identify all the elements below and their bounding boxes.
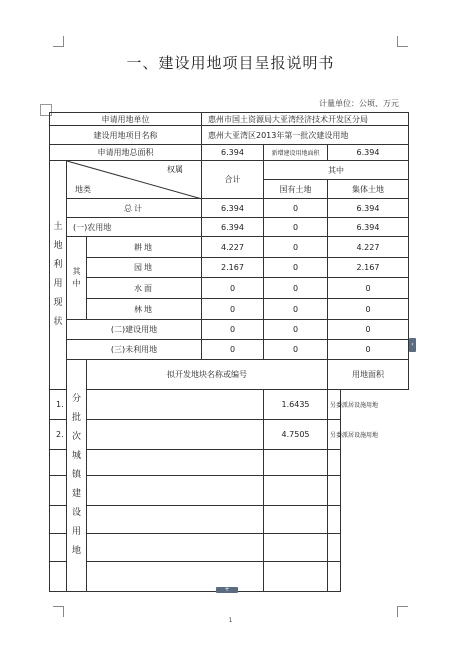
batch-row — [50, 534, 409, 562]
table-row — [50, 320, 409, 340]
batch-header-area: 用地面积 — [328, 360, 409, 390]
row-collective[interactable]: 0 — [328, 320, 409, 340]
batch-area[interactable] — [264, 476, 328, 506]
row-collective[interactable]: 0 — [328, 299, 409, 320]
table-row — [50, 218, 409, 237]
applicant-row — [50, 113, 409, 126]
total-area-label: 申请用地总面积 — [50, 145, 202, 161]
header-row-1 — [50, 161, 409, 180]
batch-name[interactable]: 2. — [50, 420, 264, 450]
col-among-header: 其中 — [264, 161, 409, 180]
batch-use[interactable]: 另委派居设施用地 — [328, 420, 341, 450]
page-number: 1 — [228, 617, 233, 624]
crop-mark-bottom-right — [397, 606, 408, 617]
crop-mark-top-left — [53, 36, 64, 47]
row-total[interactable]: 6.394 — [202, 218, 264, 237]
diag-ownership-label: 权属 — [167, 165, 183, 174]
document-title: 一、建设用地项目呈报说明书 — [126, 54, 335, 72]
area-row — [50, 145, 409, 161]
unit-label: 计量单位：公顷、万元 — [319, 99, 399, 108]
row-name: 总计 — [67, 199, 202, 218]
side-collapse-tab-icon[interactable]: ‹ — [409, 338, 416, 352]
batch-row — [50, 450, 409, 476]
applicant-value[interactable]: 惠州市国土资源局大亚湾经济技术开发区分局 — [202, 113, 409, 126]
row-state[interactable]: 0 — [264, 278, 328, 299]
row-name: 林地 — [87, 299, 202, 320]
row-name: (一)农用地 — [67, 218, 202, 237]
land-application-table — [49, 112, 409, 592]
batch-name[interactable] — [50, 450, 264, 476]
applicant-label: 申请用地单位 — [50, 113, 202, 126]
row-total[interactable]: 0 — [202, 320, 264, 340]
crop-mark-bottom-left — [53, 606, 64, 617]
table-row — [50, 237, 409, 258]
batch-area[interactable] — [264, 506, 328, 534]
row-collective[interactable]: 2.167 — [328, 258, 409, 278]
batch-header-name: 拟开发地块名称或编号 — [87, 360, 328, 390]
batch-row — [50, 476, 409, 506]
batch-name[interactable] — [50, 506, 264, 534]
row-name: 耕地 — [87, 237, 202, 258]
batch-area[interactable] — [264, 450, 328, 476]
row-collective[interactable]: 0 — [328, 340, 409, 360]
row-name: (三)未利用地 — [67, 340, 202, 360]
row-total[interactable]: 0 — [202, 299, 264, 320]
land-status-label: 土地利用现状 — [50, 161, 67, 390]
batch-use[interactable] — [328, 534, 341, 562]
table-row — [50, 258, 409, 278]
row-name: 水面 — [87, 278, 202, 299]
batch-area[interactable]: 4.7505 — [264, 420, 328, 450]
batch-label: 分批次城镇建设用地 — [67, 360, 87, 592]
row-state[interactable]: 0 — [264, 258, 328, 278]
new-area-label: 新增建设用地面积 — [264, 145, 328, 161]
row-name: 园地 — [87, 258, 202, 278]
col-state-header: 国有土地 — [264, 180, 328, 199]
diag-landtype-label: 地类 — [75, 185, 91, 194]
row-collective[interactable]: 0 — [328, 278, 409, 299]
batch-row — [50, 390, 409, 420]
batch-name[interactable] — [50, 534, 264, 562]
table-row — [50, 299, 409, 320]
total-area-value[interactable]: 6.394 — [202, 145, 264, 161]
diagonal-header-cell — [67, 161, 202, 199]
table-row — [50, 340, 409, 360]
batch-area[interactable] — [264, 534, 328, 562]
project-label: 建设用地项目名称 — [50, 126, 202, 145]
batch-use[interactable] — [328, 562, 341, 592]
col-collective-header: 集体土地 — [328, 180, 409, 199]
new-area-value[interactable]: 6.394 — [328, 145, 409, 161]
batch-name[interactable] — [50, 476, 264, 506]
row-total[interactable]: 6.394 — [202, 199, 264, 218]
row-total[interactable]: 2.167 — [202, 258, 264, 278]
row-collective[interactable]: 6.394 — [328, 218, 409, 237]
row-total[interactable]: 4.227 — [202, 237, 264, 258]
batch-use[interactable] — [328, 450, 341, 476]
col-total-header: 合计 — [202, 161, 264, 199]
row-state[interactable]: 0 — [264, 237, 328, 258]
batch-area[interactable]: 1.6435 — [264, 390, 328, 420]
batch-name[interactable]: 1. — [50, 390, 264, 420]
project-row — [50, 126, 409, 145]
crop-mark-top-right — [397, 36, 408, 47]
add-row-bar-icon[interactable]: + — [216, 587, 238, 593]
row-total[interactable]: 0 — [202, 340, 264, 360]
batch-row — [50, 420, 409, 450]
batch-area[interactable] — [264, 562, 328, 592]
table-row — [50, 278, 409, 299]
batch-header-row — [50, 360, 409, 390]
table-row — [50, 199, 409, 218]
project-value[interactable]: 惠州大亚湾区2013年第一批次建设用地 — [202, 126, 409, 145]
row-total[interactable]: 0 — [202, 278, 264, 299]
batch-use[interactable] — [328, 506, 341, 534]
row-state[interactable]: 0 — [264, 199, 328, 218]
qizhong-label: 其中 — [67, 237, 87, 320]
batch-row — [50, 506, 409, 534]
row-collective[interactable]: 6.394 — [328, 199, 409, 218]
row-state[interactable]: 0 — [264, 340, 328, 360]
row-state[interactable]: 0 — [264, 320, 328, 340]
batch-use[interactable] — [328, 476, 341, 506]
row-collective[interactable]: 4.227 — [328, 237, 409, 258]
batch-use[interactable]: 另委派居设施用地 — [328, 390, 341, 420]
row-state[interactable]: 0 — [264, 299, 328, 320]
row-state[interactable]: 0 — [264, 218, 328, 237]
row-name: (二)建设用地 — [67, 320, 202, 340]
